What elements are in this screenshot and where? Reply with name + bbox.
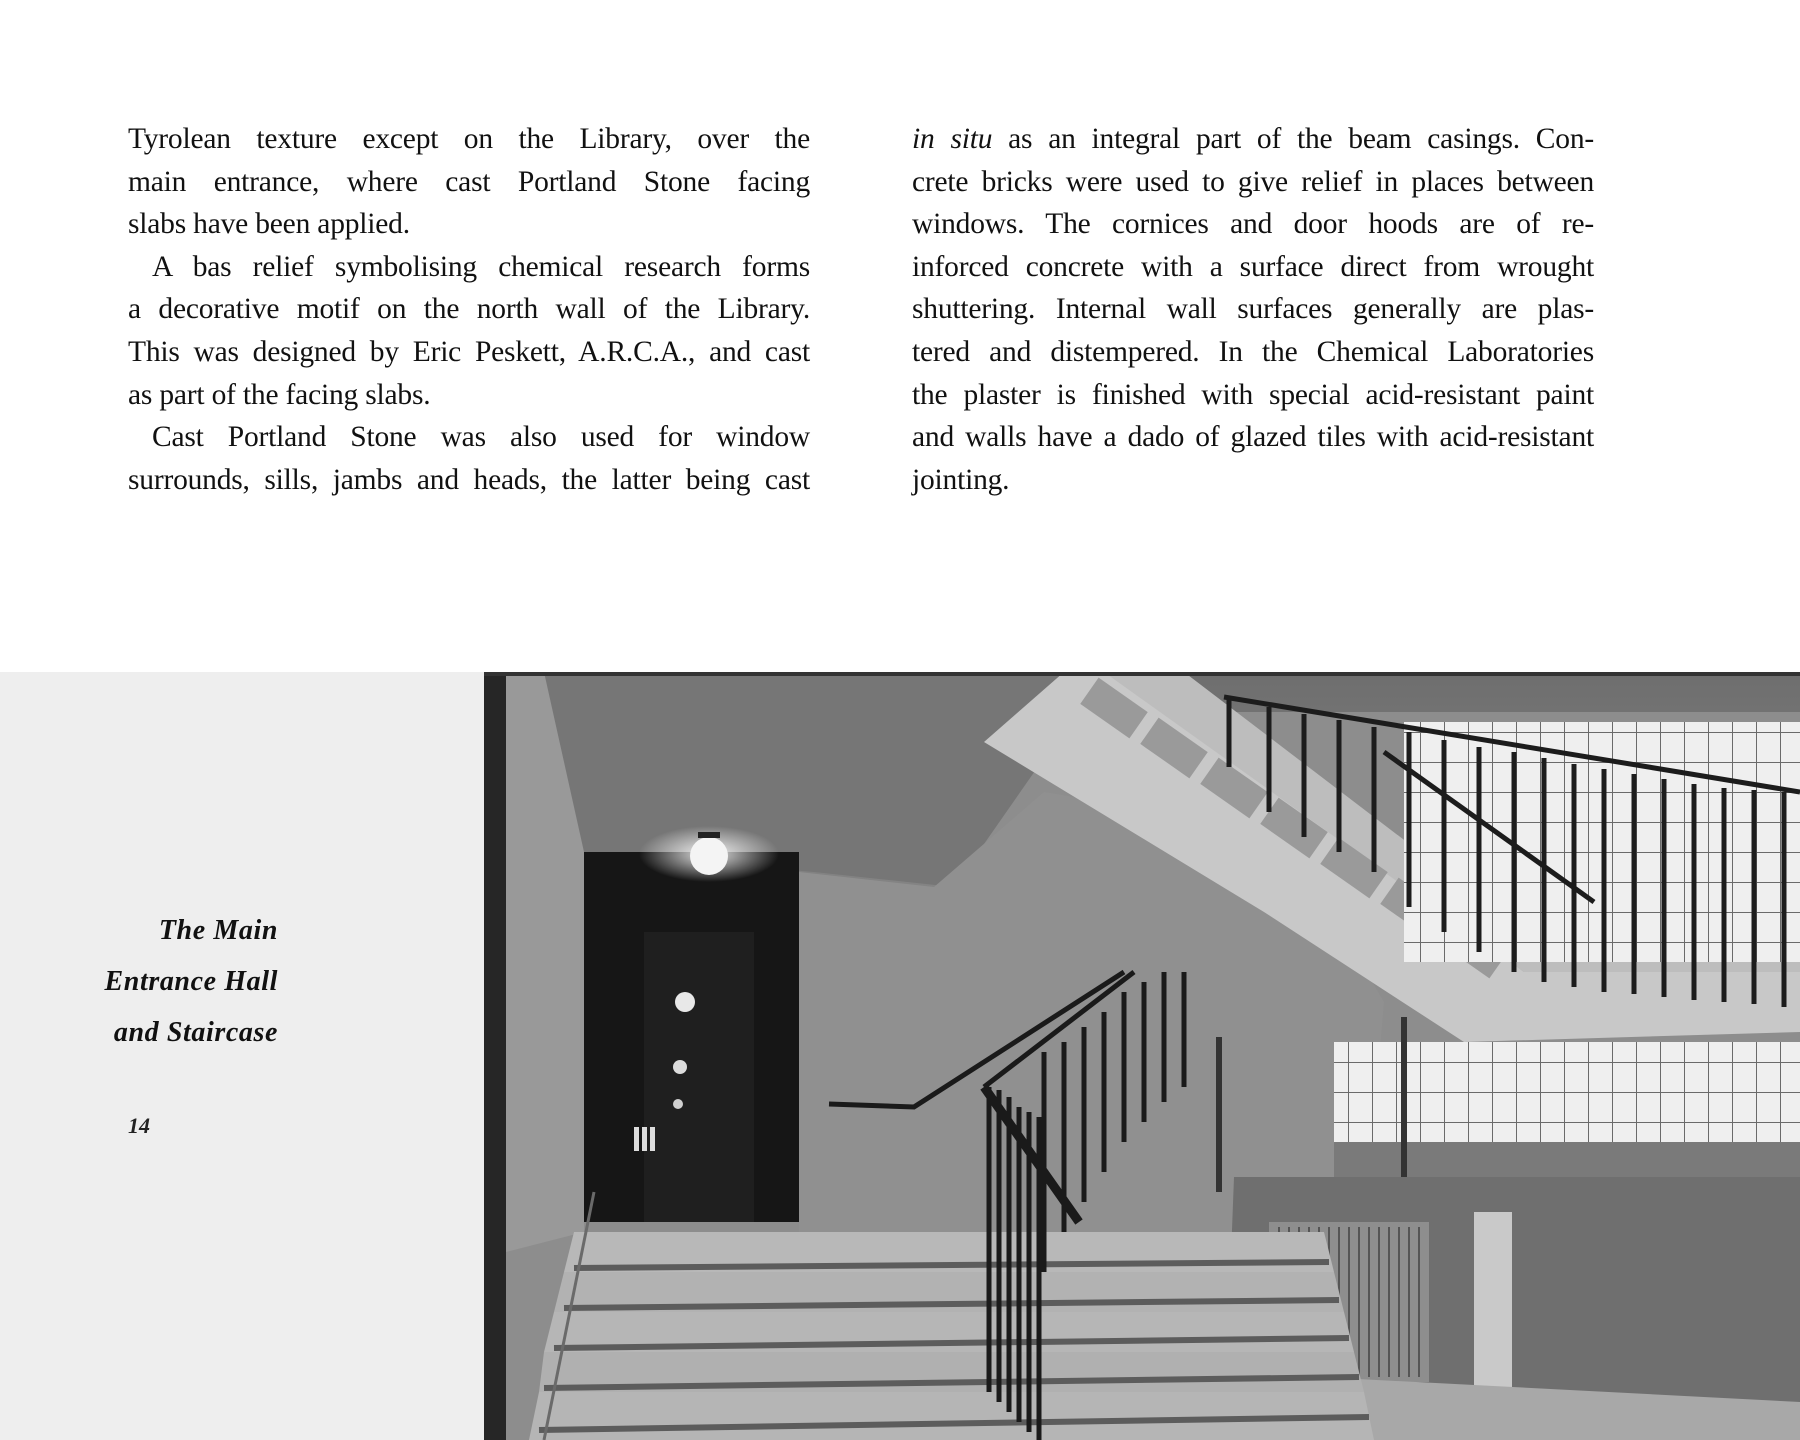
left-text-column <box>128 118 810 501</box>
right-text-column <box>912 118 1594 501</box>
page-number: 14 <box>128 1113 150 1138</box>
text-line: jointing. <box>912 463 1010 496</box>
text-line <box>912 118 1594 161</box>
text-line: slabs have been applied. <box>128 208 410 241</box>
text-line: windows. The cornices and door hoods are of re- <box>912 208 1594 241</box>
staircase-photo <box>484 672 1800 1440</box>
text-line: crete bricks were used to give relief in places between <box>912 165 1594 198</box>
ceiling-lamp <box>690 837 728 875</box>
italic-term: in situ <box>912 123 993 155</box>
text-line: a decorative motif on the north wall of the Library. <box>128 293 810 326</box>
text-line: main entrance, where cast Portland Stone facing <box>128 165 810 198</box>
text-line: the plaster is finished with special acid-resistant paint <box>912 378 1594 411</box>
text-line: Tyrolean texture except on the Library, over the <box>128 123 810 155</box>
text-line: surrounds, sills, jambs and heads, the latter being cast <box>128 463 810 496</box>
text-line: tered and distempered. In the Chemical Laboratories <box>912 335 1594 368</box>
text-line: inforced concrete with a surface direct from wrought <box>912 250 1594 283</box>
text-line: shuttering. Internal wall surfaces generally are plas- <box>912 293 1594 326</box>
text-line: and walls have a dado of glazed tiles with acid-resistant <box>912 421 1594 454</box>
text-line: as part of the facing slabs. <box>128 378 431 411</box>
caption-line: The Main <box>158 915 278 946</box>
text-fragment: as an integral part of the beam casings. Con- <box>992 123 1594 155</box>
photo-illustration <box>484 672 1800 1440</box>
ceiling-lamp <box>675 992 695 1012</box>
ceiling-lamp <box>673 1060 687 1074</box>
caption-panel <box>0 672 484 1440</box>
text-line: This was designed by Eric Peskett, A.R.C.A., and cast <box>128 335 810 368</box>
text-line: Cast Portland Stone was also used for window <box>152 421 810 454</box>
caption-line: Entrance Hall <box>104 966 278 997</box>
text-line: A bas relief symbolising chemical research forms <box>152 250 810 283</box>
caption-line: and Staircase <box>113 1017 278 1048</box>
main-steps <box>529 1232 1374 1440</box>
